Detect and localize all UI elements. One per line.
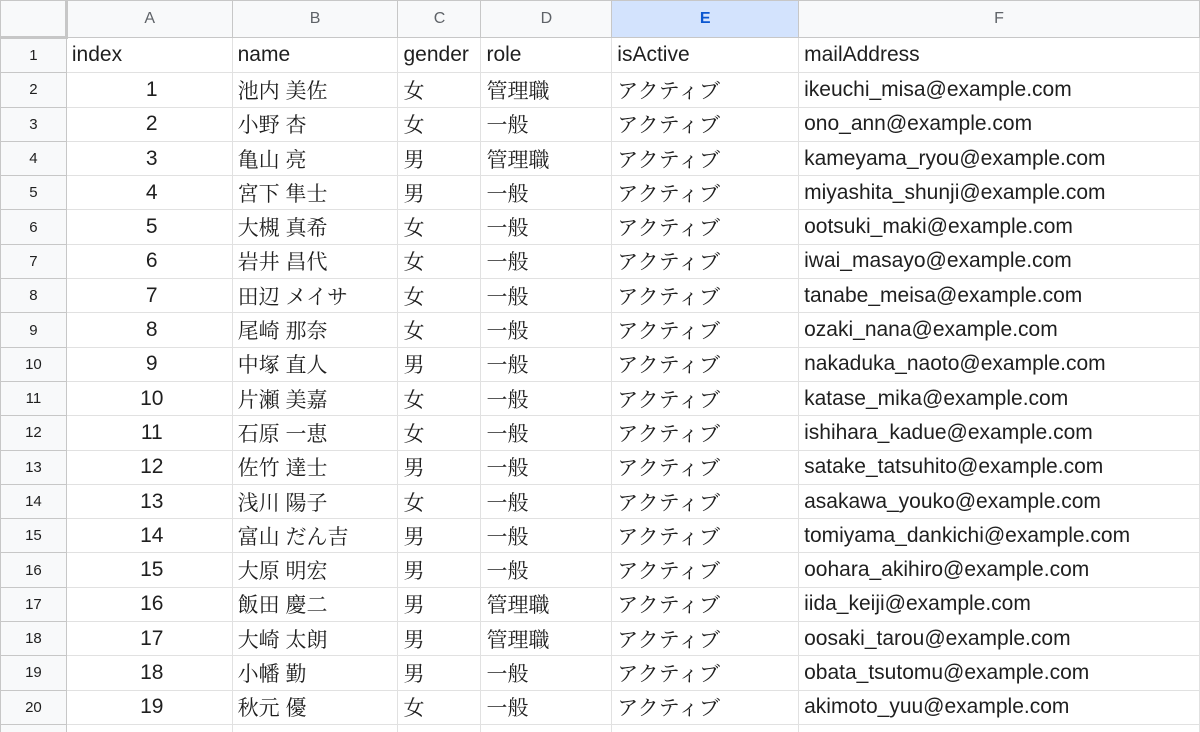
cell-a[interactable]: 4 [66,176,232,210]
cell-b[interactable]: 亀山 亮 [232,141,398,175]
table-row-partial [1,724,1200,732]
cell-e[interactable]: アクティブ [612,622,799,656]
table-row [1,347,1200,381]
cell-d[interactable]: 一般 [481,244,612,278]
cell-e[interactable]: アクティブ [612,107,799,141]
cell-f[interactable] [799,724,1200,732]
row-number[interactable]: 10 [1,347,67,381]
table-row [1,381,1200,415]
cell-b[interactable]: 中塚 直人 [232,347,398,381]
cell-f[interactable]: ozaki_nana@example.com [799,313,1200,347]
cell-c[interactable]: 女 [398,484,481,518]
cell-c[interactable]: 男 [398,450,481,484]
cell-b[interactable]: 石原 一恵 [232,416,398,450]
cell-e[interactable]: アクティブ [612,656,799,690]
column-header-row [1,1,1200,38]
cell-e[interactable]: アクティブ [612,176,799,210]
cell-c[interactable]: 男 [398,141,481,175]
row-number[interactable]: 16 [1,553,67,587]
row-number[interactable]: 20 [1,690,67,724]
cell-a[interactable]: 13 [66,484,232,518]
cell-b[interactable]: 片瀬 美嘉 [232,381,398,415]
cell-e[interactable]: アクティブ [612,587,799,621]
row-number[interactable]: 6 [1,210,67,244]
row-number[interactable]: 19 [1,656,67,690]
cell-c[interactable]: 女 [398,416,481,450]
cell-b[interactable]: 富山 だん吉 [232,519,398,553]
cell-b[interactable]: 岩井 昌代 [232,244,398,278]
cell-b[interactable]: 池内 美佐 [232,73,398,107]
row-number[interactable]: 17 [1,587,67,621]
cell-e[interactable]: アクティブ [612,519,799,553]
row-number[interactable]: 13 [1,450,67,484]
cell-a[interactable]: 3 [66,141,232,175]
cell-c[interactable] [398,724,481,732]
cell-c[interactable]: 女 [398,210,481,244]
cell-d[interactable]: 管理職 [481,73,612,107]
cell-b[interactable]: 大槻 真希 [232,210,398,244]
column-header-c[interactable]: C [398,1,481,38]
cell-b[interactable]: 宮下 隼士 [232,176,398,210]
table-row [1,107,1200,141]
cell-d[interactable]: 一般 [481,279,612,313]
cell-d[interactable] [481,724,612,732]
cell-e[interactable]: アクティブ [612,381,799,415]
table-row [1,484,1200,518]
cell-f[interactable]: ono_ann@example.com [799,107,1200,141]
cell-a[interactable]: 6 [66,244,232,278]
table-row [1,416,1200,450]
cell-a[interactable]: 15 [66,553,232,587]
row-number[interactable]: 14 [1,484,67,518]
cell-c[interactable]: 男 [398,347,481,381]
row-number[interactable]: 15 [1,519,67,553]
cell-a[interactable]: 11 [66,416,232,450]
row-number[interactable]: 8 [1,279,67,313]
cell-e[interactable]: アクティブ [612,690,799,724]
cell-f[interactable]: nakaduka_naoto@example.com [799,347,1200,381]
cell-a[interactable]: 7 [66,279,232,313]
cell-e[interactable]: アクティブ [612,73,799,107]
cell-b[interactable]: 大崎 太朗 [232,622,398,656]
cell-f[interactable]: mailAddress [799,38,1200,73]
cell-d[interactable]: 一般 [481,347,612,381]
cell-a[interactable]: 17 [66,622,232,656]
cell-e[interactable]: アクティブ [612,347,799,381]
cell-f[interactable]: akimoto_yuu@example.com [799,690,1200,724]
table-row [1,587,1200,621]
cell-f[interactable]: ootsuki_maki@example.com [799,210,1200,244]
table-row [1,73,1200,107]
cell-d[interactable]: 一般 [481,484,612,518]
column-header-f[interactable]: F [799,1,1200,38]
cell-e[interactable]: アクティブ [612,484,799,518]
cell-c[interactable]: 女 [398,107,481,141]
cell-c[interactable]: 男 [398,587,481,621]
table-row [1,279,1200,313]
row-number[interactable]: 1 [1,38,67,73]
row-number[interactable]: 18 [1,622,67,656]
cell-b[interactable]: 飯田 慶二 [232,587,398,621]
table-row [1,553,1200,587]
cell-d[interactable]: 一般 [481,313,612,347]
select-all-corner[interactable] [1,1,67,38]
table-row [1,519,1200,553]
cell-b[interactable]: 尾崎 那奈 [232,313,398,347]
table-row [1,450,1200,484]
cell-c[interactable]: 女 [398,313,481,347]
table-row [1,210,1200,244]
cell-b[interactable]: 佐竹 達士 [232,450,398,484]
table-row [1,176,1200,210]
row-number[interactable] [1,724,67,732]
table-row [1,244,1200,278]
cell-e[interactable]: アクティブ [612,279,799,313]
cell-d[interactable]: 一般 [481,210,612,244]
cell-b[interactable]: name [232,38,398,73]
cell-f[interactable]: satake_tatsuhito@example.com [799,450,1200,484]
cell-a[interactable]: 19 [66,690,232,724]
cell-f[interactable]: kameyama_ryou@example.com [799,141,1200,175]
table-row [1,313,1200,347]
cell-e[interactable]: アクティブ [612,210,799,244]
cell-e[interactable]: アクティブ [612,450,799,484]
cell-b[interactable]: 大原 明宏 [232,553,398,587]
cell-e[interactable]: アクティブ [612,416,799,450]
cell-c[interactable]: 女 [398,244,481,278]
cell-f[interactable]: katase_mika@example.com [799,381,1200,415]
cell-d[interactable]: 一般 [481,416,612,450]
cell-d[interactable]: 一般 [481,519,612,553]
cell-b[interactable]: 秋元 優 [232,690,398,724]
table-row [1,690,1200,724]
cell-b[interactable]: 小野 杏 [232,107,398,141]
cell-b[interactable] [232,724,398,732]
cell-f[interactable]: ishihara_kadue@example.com [799,416,1200,450]
cell-d[interactable]: 一般 [481,656,612,690]
row-number[interactable]: 5 [1,176,67,210]
cell-a[interactable]: 12 [66,450,232,484]
row-number[interactable]: 11 [1,381,67,415]
cell-f[interactable]: iwai_masayo@example.com [799,244,1200,278]
cell-b[interactable]: 田辺 メイサ [232,279,398,313]
cell-d[interactable]: 管理職 [481,587,612,621]
cell-e[interactable] [612,724,799,732]
cell-f[interactable]: miyashita_shunji@example.com [799,176,1200,210]
row-number[interactable]: 2 [1,73,67,107]
cell-c[interactable]: 男 [398,656,481,690]
row-number[interactable]: 4 [1,141,67,175]
row-number[interactable]: 7 [1,244,67,278]
cell-f[interactable]: oosaki_tarou@example.com [799,622,1200,656]
cell-a[interactable]: 1 [66,73,232,107]
table-row [1,622,1200,656]
column-header-d[interactable]: D [481,1,612,38]
cell-a[interactable]: 10 [66,381,232,415]
cell-a[interactable]: 16 [66,587,232,621]
cell-d[interactable]: 一般 [481,381,612,415]
cell-e[interactable]: アクティブ [612,313,799,347]
header-data-row [1,38,1200,73]
cell-d[interactable]: 管理職 [481,141,612,175]
column-header-a[interactable]: A [66,1,232,38]
cell-e[interactable]: アクティブ [612,141,799,175]
cell-a[interactable]: 18 [66,656,232,690]
column-header-e[interactable]: E [612,1,799,38]
cell-e[interactable]: アクティブ [612,553,799,587]
cell-d[interactable]: 一般 [481,176,612,210]
cell-d[interactable]: 管理職 [481,622,612,656]
cell-d[interactable]: 一般 [481,553,612,587]
cell-a[interactable]: 14 [66,519,232,553]
cell-c[interactable]: 男 [398,519,481,553]
cell-c[interactable]: 女 [398,73,481,107]
cell-b[interactable]: 浅川 陽子 [232,484,398,518]
cell-b[interactable]: 小幡 勤 [232,656,398,690]
cell-e[interactable]: アクティブ [612,244,799,278]
cell-f[interactable]: obata_tsutomu@example.com [799,656,1200,690]
row-number[interactable]: 9 [1,313,67,347]
cell-a[interactable]: 5 [66,210,232,244]
cell-e[interactable]: isActive [612,38,799,73]
table-row [1,141,1200,175]
cell-c[interactable]: 女 [398,690,481,724]
cell-c[interactable]: 男 [398,622,481,656]
column-header-b[interactable]: B [232,1,398,38]
cell-c[interactable]: 男 [398,176,481,210]
cell-a[interactable]: 8 [66,313,232,347]
cell-c[interactable]: gender [398,38,481,73]
cell-d[interactable]: role [481,38,612,73]
table-row [1,656,1200,690]
cell-c[interactable]: 男 [398,553,481,587]
cell-d[interactable]: 一般 [481,107,612,141]
cell-a[interactable]: 9 [66,347,232,381]
cell-f[interactable]: asakawa_youko@example.com [799,484,1200,518]
cell-d[interactable]: 一般 [481,450,612,484]
cell-a[interactable]: index [66,38,232,73]
cell-a[interactable] [66,724,232,732]
row-number[interactable]: 12 [1,416,67,450]
cell-f[interactable]: ikeuchi_misa@example.com [799,73,1200,107]
cell-f[interactable]: tomiyama_dankichi@example.com [799,519,1200,553]
cell-a[interactable]: 2 [66,107,232,141]
row-number[interactable]: 3 [1,107,67,141]
cell-d[interactable]: 一般 [481,690,612,724]
cell-c[interactable]: 女 [398,381,481,415]
cell-f[interactable]: tanabe_meisa@example.com [799,279,1200,313]
cell-f[interactable]: oohara_akihiro@example.com [799,553,1200,587]
cell-c[interactable]: 女 [398,279,481,313]
cell-f[interactable]: iida_keiji@example.com [799,587,1200,621]
